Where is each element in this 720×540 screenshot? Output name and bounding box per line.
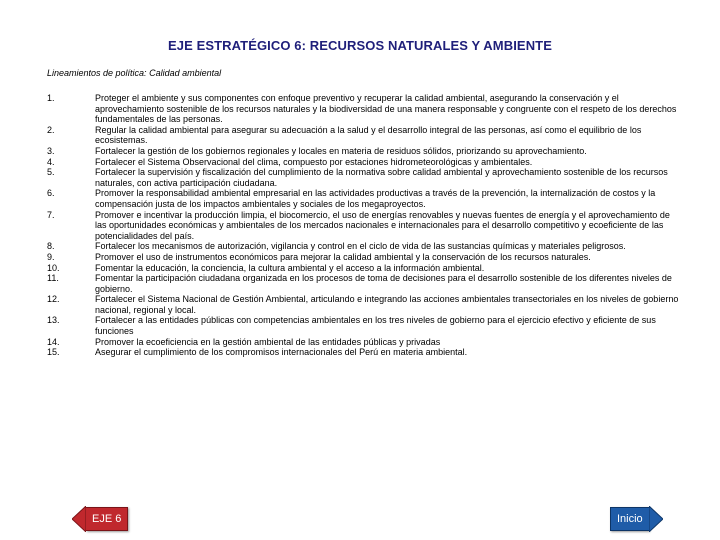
item-text: Regular la calidad ambiental para asegurar su adecuación a la salud y el desarrollo integral de las personas, así como el equilibrio de los ecosistemas. — [95, 124, 642, 146]
section-subtitle: Lineamientos de política: Calidad ambiental — [47, 68, 222, 78]
item-number: 6. — [47, 188, 55, 199]
item-number: 1. — [47, 93, 55, 103]
item-number: 13. — [47, 315, 60, 326]
arrow-left-icon — [72, 506, 86, 532]
list-item — [47, 252, 683, 263]
item-text: Proteger el ambiente y sus componentes con enfoque preventivo y recuperar la calidad ambiental, asegurando la conservación y el aprovechamiento sostenible de los recursos naturales y la biodiversidad de una manera responsable y congruente con el respeto de los derechos fundamentales de las personas. — [95, 93, 677, 125]
item-number: 9. — [47, 251, 55, 262]
list-item — [47, 337, 683, 348]
back-button-label: EJE 6 — [86, 507, 128, 531]
list-item — [47, 347, 683, 358]
list-item — [47, 157, 683, 168]
item-text: Fortalecer a las entidades públicas con competencias ambientales en los tres niveles de gobierno para el ejercicio efectivo y eficiente de sus funciones — [95, 315, 656, 337]
item-text: Promover la responsabilidad ambiental empresarial en las actividades productivas a través de la prevención, la internalización de costos y la compensación justa de los impactos ambientales y sociales de los megaproyectos. — [95, 188, 656, 209]
list-item — [47, 125, 683, 146]
item-number: 14. — [47, 336, 60, 347]
list-item — [47, 294, 683, 315]
list-item — [47, 273, 683, 294]
item-text: Fortalecer la gestión de los gobiernos regionales y locales en materia de residuos sólidos, priorizando su aprovechamiento. — [95, 145, 587, 156]
item-number: 3. — [47, 145, 55, 156]
item-text: Promover la ecoeficiencia en la gestión ambiental de las entidades públicas y privadas — [95, 336, 441, 347]
home-button[interactable] — [610, 506, 663, 532]
item-text: Promover el uso de instrumentos económicos para mejorar la calidad ambiental y la conservación de los recursos naturales. — [95, 251, 591, 262]
list-item — [47, 93, 683, 125]
item-number: 15. — [47, 347, 60, 358]
item-text: Fomentar la educación, la conciencia, la cultura ambiental y el acceso a la información ambiental. — [95, 262, 485, 273]
item-number: 12. — [47, 294, 60, 305]
item-text: Fortalecer el Sistema Nacional de Gestión Ambiental, articulando e integrando las acciones ambientales transectoriales en los niveles de gobierno nacional, regional y local. — [95, 294, 679, 315]
item-text: Fortalecer el Sistema Observacional del clima, compuesto por estaciones hidrometeorológicas y ambientales. — [95, 156, 533, 167]
page-title: EJE ESTRATÉGICO 6: RECURSOS NATURALES Y AMBIENTE — [167, 38, 552, 53]
list-item — [47, 188, 683, 209]
item-number: 11. — [47, 273, 59, 284]
item-text: Asegurar el cumplimiento de los compromisos internacionales del Perú en materia ambiental. — [95, 347, 468, 358]
arrow-right-icon — [649, 506, 663, 532]
home-button-label: Inicio — [610, 507, 649, 531]
item-text: Fomentar la participación ciudadana organizada en los procesos de toma de decisiones para el desarrollo sostenible de los diferentes niveles de gobierno. — [95, 273, 672, 294]
item-number: 5. — [47, 167, 55, 178]
item-number: 10. — [47, 262, 60, 273]
item-text: Fortalecer los mecanismos de autorización, vigilancia y control en el ciclo de vida de las sustancias químicas y materiales peligrosos. — [95, 241, 626, 252]
list-item — [47, 210, 683, 242]
list-item — [47, 167, 683, 188]
list-item — [47, 241, 683, 252]
policy-list — [47, 93, 683, 358]
back-to-eje6-button[interactable] — [72, 506, 128, 532]
item-number: 4. — [47, 156, 55, 167]
item-number: 8. — [47, 241, 55, 252]
list-item — [47, 315, 683, 336]
item-text: Promover e incentivar la producción limpia, el biocomercio, el uso de energías renovables y nuevas fuentes de energía y el aprovechamiento de las oportunidades económicas y ambientales de los mercados nacionales e internacionales para el desarrollo competitivo y ecoeficiente de las potencialidades del país. — [95, 209, 670, 241]
list-item — [47, 146, 683, 157]
item-text: Fortalecer la supervisión y fiscalización del cumplimiento de la normativa sobre calidad ambiental y aprovechamiento sostenible de los recursos naturales, con activa participación ciudadana. — [95, 167, 668, 188]
list-item — [47, 263, 683, 274]
item-number: 7. — [47, 209, 55, 220]
item-number: 2. — [47, 124, 55, 135]
